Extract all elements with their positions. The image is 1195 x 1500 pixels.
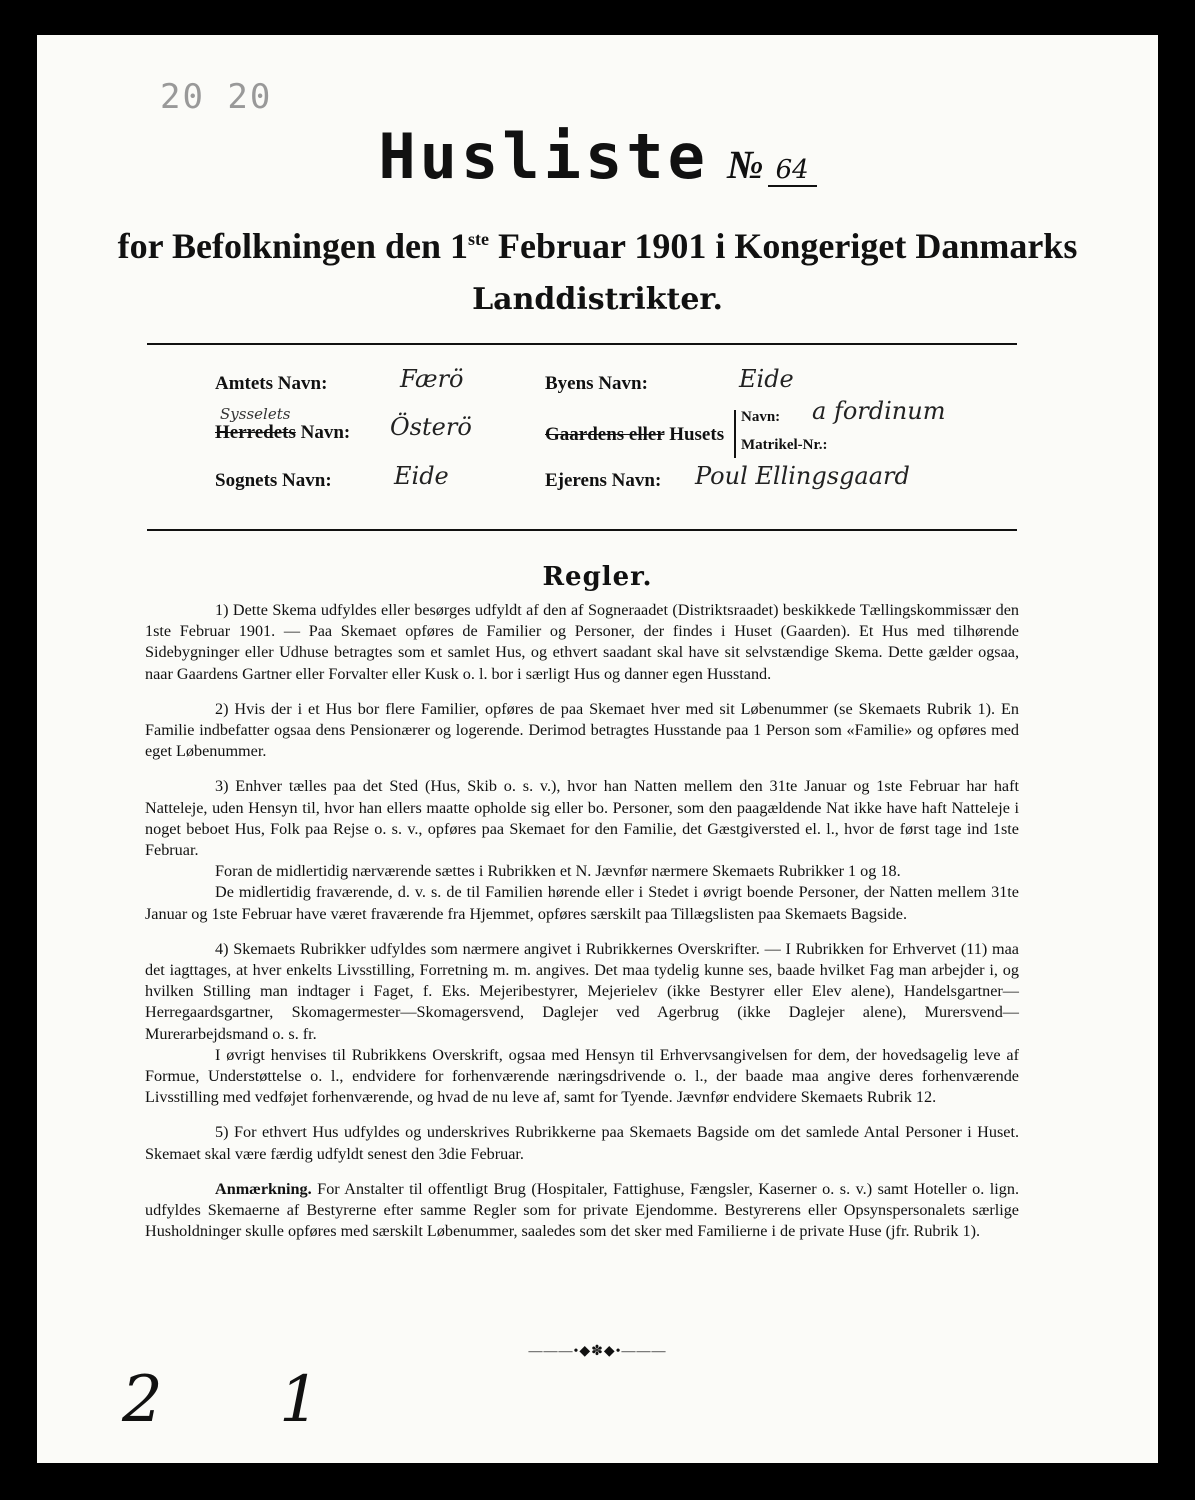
sognets-label: Sognets Navn: xyxy=(215,470,332,491)
navn-value: a fordinum xyxy=(812,397,946,425)
note xyxy=(145,1179,1019,1243)
rule-1: 1) Dette Skema udfyldes eller besørges udfyldt af den af Sogneraadet (Distriktsraadet) beskikkede Tællingskommissær den 1ste Februar 1901. — Paa Skemaet opføres de Familier og Personer, der findes i Huset (Gaarden). Et Hus med tilhørende Sidebygninger eller Udhuse betragtes som et samlet Hus, og ethvert saadant skal have sit selvstændige Skema. Dette gælder ogsaa, naar Gaardens Gartner eller Forvalter eller Kusk o. l. bor i særligt Hus og danner egen Husstand. xyxy=(145,601,1019,683)
sognets-value: Eide xyxy=(394,462,449,490)
rule-3: 3) Enhver tælles paa det Sted (Hus, Skib o. s. v.), hvor han Natten mellem den 31te Januar og 1ste Februar har haft Natteleje, uden Hensyn til, hvor han ellers maatte opholde sig eller bo. Personer, som den paagældende Nat ikke have haft Natteleje i noget beboet Hus, Folk paa Rejse o. s. v., opføres paa Skemaet for den Familie, det Gæstgiversted el. l., hvor de først tage ind 1ste Februar. xyxy=(145,777,1019,860)
herredets-rest: Navn: xyxy=(295,422,351,443)
ornament-divider: ———•◆✽◆•——— xyxy=(528,1344,667,1359)
rule-3-fravaerende: De midlertidig fraværende, d. v. s. de til Familien hørende eller i Stedet i øvrigt boende Personer, der Natten mellem 31te Januar og 1ste Februar have været fraværende fra Hjemmet, opføres særskilt paa Tillægslisten paa Skemaets Bagside. xyxy=(145,883,1019,923)
ejerens-value: Poul Ellingsgaard xyxy=(695,462,910,490)
form-subtitle xyxy=(37,225,1158,267)
divider-bottom xyxy=(147,529,1017,531)
number-symbol: № xyxy=(726,142,764,187)
rule-4: 4) Skemaets Rubrikker udfyldes som nærmere angivet i Rubrikkernes Overskrifter. — I Rubrikken for Erhvervet (11) maa det iagttages, at hver enkelts Livsstilling, Forretning m. m. angives. Det maa tydelig kunne ses, baade hvilket Fag man arbejder i, og hvilken Stilling man indtager i Faget, f. Eks. Mejeribestyrer, Mejerielev (ikke Bestyrer eller Elev alene), Handelsgartner—Herregaardsgartner, Skomagermester—Skomagersvend, Daglejer ved Agerbrug (ikke Daglejer alene), Murersvend—Murerarbejdsmand o. s. fr. xyxy=(145,939,1019,1043)
rules-body xyxy=(145,600,1019,1256)
byens-value: Eide xyxy=(739,365,794,393)
ejerens-label: Ejerens Navn: xyxy=(545,470,662,491)
byens-label: Byens Navn: xyxy=(545,373,648,394)
rule-2: 2) Hvis der i et Hus bor flere Familier, opføres de paa Skemaet hver med sit Løbenummer (se Skemaets Rubrik 1). En Familie indbefatter ogsaa dens Pensionærer og logerende. Derimod betragtes Husstande paa 1 Person som «Familie» og opføres med eget Løbenummer. xyxy=(145,699,1019,761)
census-form-page xyxy=(37,35,1158,1463)
note-text: For Anstalter til offentligt Brug (Hospitaler, Fattighuse, Fængsler, Kaserner o. s. v.) samt Hoteller o. lign. udfyldes Skemaerne af Bestyrerne efter samme Regler som for private Ejendomme. Bestyrerens eller Opsynspersonalets særlige Husholdninger skulle opføres med særskilt Løbenummer, saaledes som det sker med Familierne i de private Huse (jfr. Rubrik 1). xyxy=(145,1179,1019,1241)
form-title xyxy=(37,120,1158,193)
herredets-above-text: Sysselets xyxy=(220,405,291,423)
navn-label: Navn: xyxy=(741,409,781,425)
amtets-label: Amtets Navn: xyxy=(215,373,328,394)
herredets-value: Österö xyxy=(390,413,472,441)
subtitle-pre: for Befolkningen den 1 xyxy=(117,226,469,266)
rule-4-oevrigt: I øvrigt henvises til Rubrikkens Overskrift, ogsaa med Hensyn til Erhvervsangivelsen for dem, der hovedsagelig leve af Formue, Understøttelse o. l., endvidere for forhenværende næringsdrivende o. l., der baade maa angive deres forhenværende Livsstilling med vedføjet forhenværende, og hvad de nu leve af, samt for Tyende. Jævnfør endvidere Skemaets Rubrik 12. xyxy=(145,1045,1019,1107)
husets-brace xyxy=(734,410,736,458)
note-label: Anmærkning. xyxy=(215,1179,312,1198)
subtitle-sup: ste xyxy=(468,229,490,249)
herredets-struck: Herredets xyxy=(215,422,296,443)
rule-5: 5) For ethvert Hus udfyldes og underskrives Rubrikkerne paa Skemaets Bagside om det samlede Antal Personer i Huset. Skemaet skal være færdig udfyldt senest den 3die Februar. xyxy=(145,1123,1019,1163)
rules-heading: Regler. xyxy=(542,562,653,592)
gaard-rest: Husets xyxy=(664,424,725,445)
divider-top xyxy=(147,343,1017,345)
bottom-handwritten-mark: 2 1 xyxy=(122,1363,368,1437)
form-subtitle-2: Landdistrikter. xyxy=(472,282,723,317)
list-number: 64 xyxy=(768,155,817,187)
gaard-struck: Gaardens eller xyxy=(545,424,665,445)
rule-3-foran: Foran de midlertidig nærværende sættes i Rubrikken et N. Jævnfør nærmere Skemaets Rubrikker 1 og 18. xyxy=(215,862,901,881)
subtitle-post: Februar 1901 i Kongeriget Danmarks xyxy=(489,226,1078,266)
gaard-label xyxy=(545,424,724,446)
amtets-value: Færö xyxy=(400,365,464,393)
title-text: Husliste xyxy=(378,120,709,193)
corner-number: 20 20 xyxy=(160,77,273,117)
matrikel-label: Matrikel-Nr.: xyxy=(741,437,828,453)
herredets-label xyxy=(215,422,350,444)
